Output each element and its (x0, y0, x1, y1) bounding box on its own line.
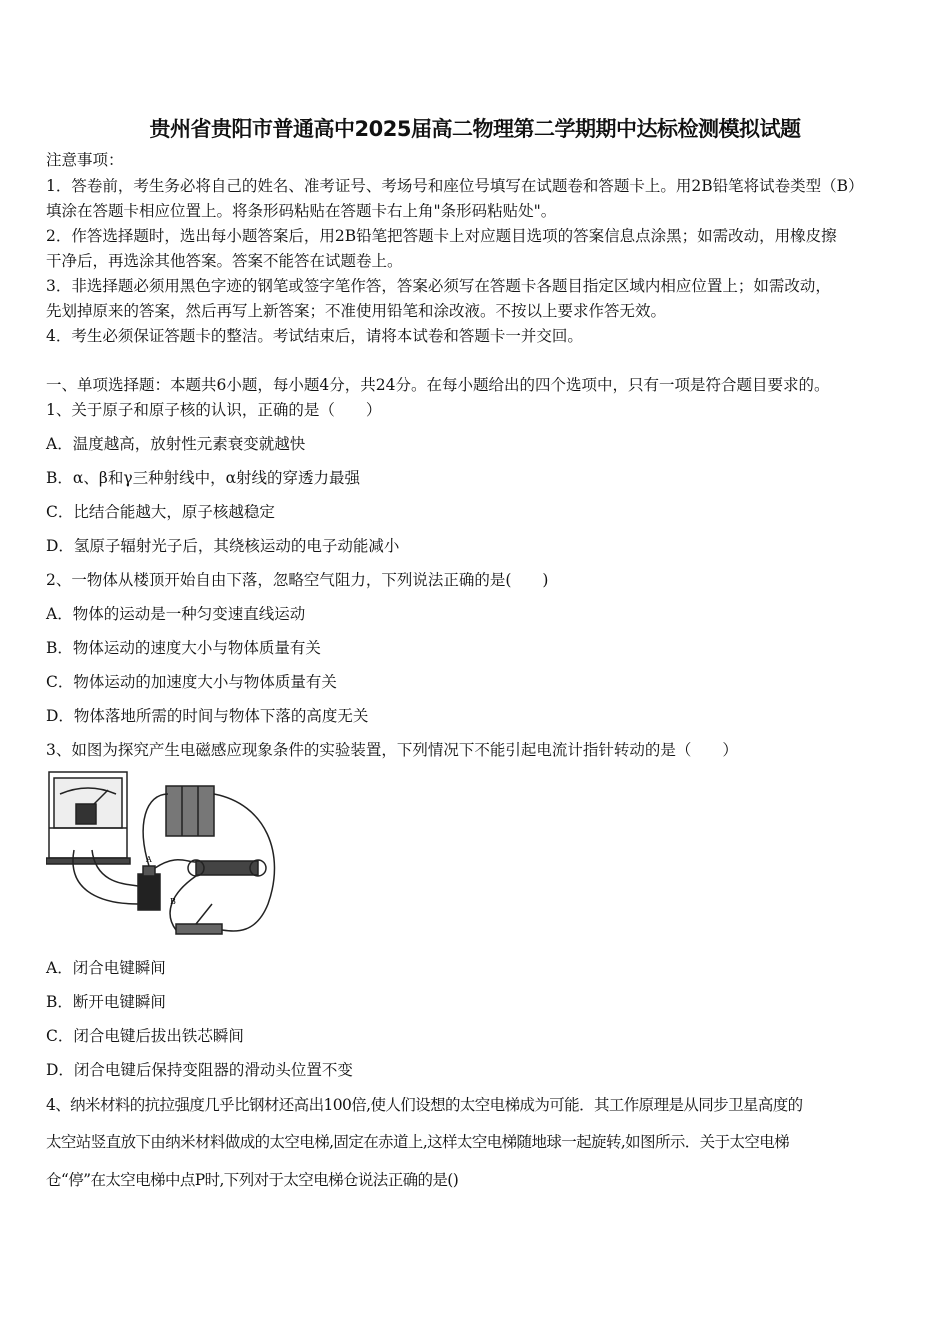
notice-line: 1．答卷前，考生务必将自己的姓名、准考证号、考场号和座位号填写在试题卷和答题卡上。用2B铅笔将试卷类型（B） (46, 177, 864, 195)
option: A．闭合电键瞬间 (46, 959, 166, 977)
option: C．闭合电键后拔出铁芯瞬间 (46, 1027, 244, 1045)
section-heading: 一、单项选择题：本题共6小题，每小题4分，共24分。在每小题给出的四个选项中，只有一项是符合题目要求的。 (46, 376, 830, 394)
question-stem: 4、纳米材料的抗拉强度几乎比钢材还高出100倍,使人们设想的太空电梯成为可能．其工作原理是从同步卫星高度的 (46, 1096, 803, 1114)
option: A．温度越高，放射性元素衰变就越快 (46, 435, 306, 453)
notice-line: 干净后，再选涂其他答案。答案不能答在试题卷上。 (46, 252, 403, 270)
option: B．断开电键瞬间 (46, 993, 166, 1011)
option: B．α、β和γ三种射线中，α射线的穿透力最强 (46, 469, 361, 487)
label-b: B (170, 897, 176, 906)
option: C．比结合能越大，原子核越稳定 (46, 503, 275, 521)
option: A．物体的运动是一种匀变速直线运动 (46, 605, 306, 623)
question-stem: 1、关于原子和原子核的认识，正确的是（ ） (46, 401, 382, 419)
notice-line: 4．考生必须保证答题卡的整洁。考试结束后，请将本试卷和答题卡一并交回。 (46, 327, 583, 345)
question-stem: 2、一物体从楼顶开始自由下落，忽略空气阻力，下列说法正确的是( ) (46, 571, 549, 589)
notice-line: 3．非选择题必须用黑色字迹的钢笔或签字笔作答，答案必须写在答题卡各题目指定区域内相应位置上；如需改动， (46, 277, 831, 295)
question-stem: 3、如图为探究产生电磁感应现象条件的实验装置，下列情况下不能引起电流计指针转动的是（ ） (46, 741, 738, 759)
notice-line: 填涂在答题卡相应位置上。将条形码粘贴在答题卡右上角"条形码粘贴处"。 (46, 202, 557, 220)
option: D．物体落地所需的时间与物体下落的高度无关 (46, 707, 369, 725)
option: D．闭合电键后保持变阻器的滑动头位置不变 (46, 1061, 353, 1079)
label-a: A (146, 855, 152, 864)
page-title: 贵州省贵阳市普通高中2025届高二物理第二学期期中达标检测模拟试题 (149, 117, 801, 141)
notice-line: 2．作答选择题时，选出每小题答案后，用2B铅笔把答题卡上对应题目选项的答案信息点涂黑；如需改动，用橡皮擦 (46, 227, 837, 245)
notice-line: 先划掉原来的答案，然后再写上新答案；不准使用铅笔和涂改液。不按以上要求作答无效。 (46, 302, 667, 320)
option: B．物体运动的速度大小与物体质量有关 (46, 639, 321, 657)
question-stem: 太空站竖直放下由纳米材料做成的太空电梯,固定在赤道上,这样太空电梯随地球一起旋转,如图所示．关于太空电梯 (46, 1133, 790, 1151)
induction-apparatus-figure (46, 764, 286, 944)
question-stem: 仓“停”在太空电梯中点P时,下列对于太空电梯仓说法正确的是() (46, 1171, 459, 1189)
option: C．物体运动的加速度大小与物体质量有关 (46, 673, 337, 691)
notice-heading: 注意事项： (46, 151, 124, 169)
option: D．氢原子辐射光子后，其绕核运动的电子动能减小 (46, 537, 400, 555)
